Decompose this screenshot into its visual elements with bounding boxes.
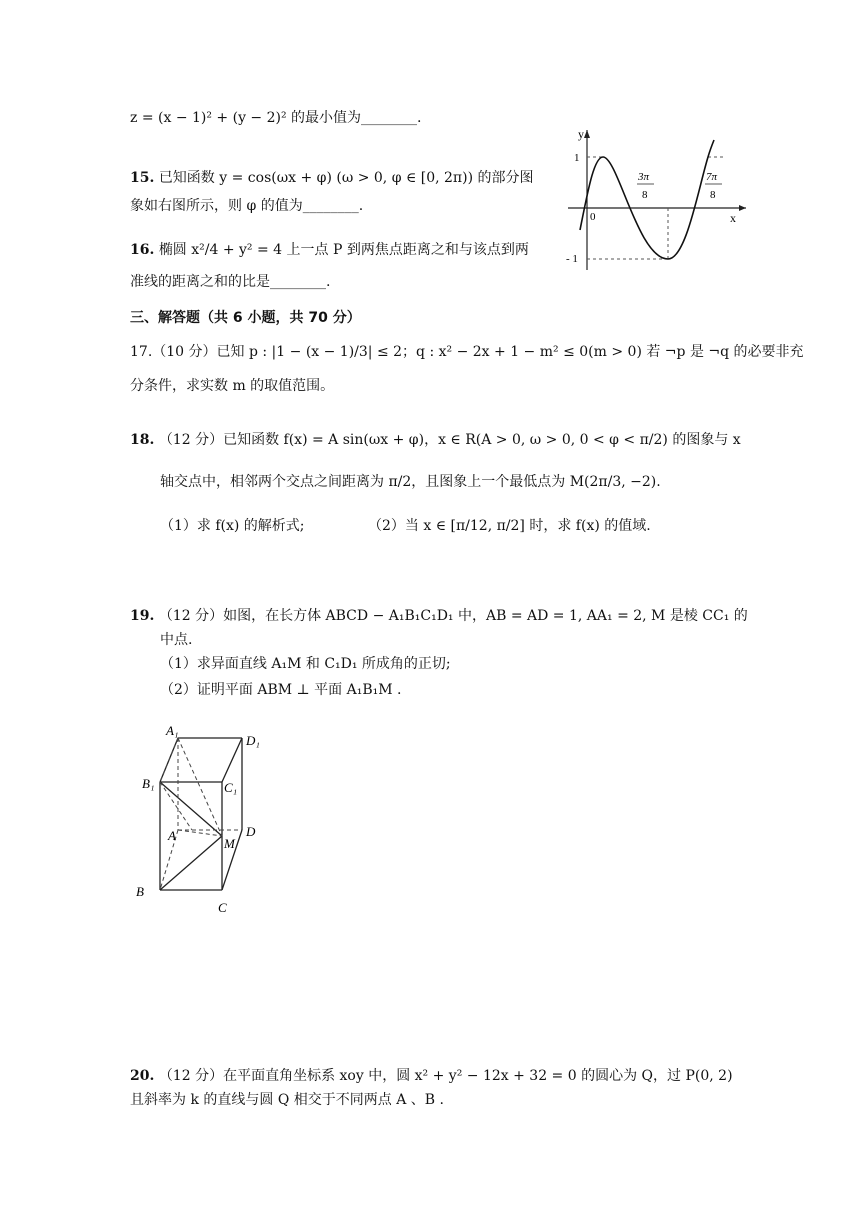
- q15-text-1: 已知函数 y = cos(ωx + φ) (ω > 0, φ ∈ [0, 2π)) 的部分图: [158, 170, 534, 186]
- q19-text-1: （12 分）如图，在长方体 ABCD − A₁B₁C₁D₁ 中，AB = AD = 1, AA₁ = 2, M 是棱 CC₁ 的: [158, 608, 748, 624]
- tick-3pi-den: 8: [642, 189, 648, 201]
- q15-number: 15.: [130, 170, 155, 186]
- x-axis-label: x: [730, 211, 736, 225]
- label-A: A: [168, 828, 176, 843]
- q16-text-1: 椭圆 x²/4 + y² = 4 上一点 P 到两焦点距离之和与该点到两: [158, 242, 529, 258]
- cuboid-figure: [130, 718, 280, 918]
- q17-line1: 17.（10 分）已知 p : |1 − (x − 1)/3| ≤ 2；q : x² − 2x + 1 − m² ≤ 0(m > 0) 若 ¬p 是 ¬q 的必要非充: [130, 344, 804, 360]
- label-D1: D₁: [246, 733, 260, 748]
- q19-sub1: （1）求异面直线 A₁M 和 C₁D₁ 所成角的正切;: [160, 656, 451, 672]
- q20-line2: 且斜率为 k 的直线与圆 Q 相交于不同两点 A 、B .: [130, 1092, 444, 1108]
- y-axis-arrow: [584, 130, 590, 138]
- label-C: C: [218, 900, 227, 915]
- q16-line2: 准线的距离之和的比是________.: [130, 274, 331, 290]
- label-B1: B₁: [142, 776, 155, 791]
- label-B: B: [136, 884, 144, 899]
- section-title: 三、解答题（共 6 小题，共 70 分）: [130, 310, 361, 326]
- q16-number: 16.: [130, 242, 155, 258]
- q15-line1: [130, 168, 534, 188]
- x-axis-arrow: [739, 205, 746, 211]
- q19-line2: 中点.: [160, 632, 193, 648]
- q18-number: 18.: [130, 432, 155, 448]
- q18-sub2: （2）当 x ∈ [π/12, π/2] 时，求 f(x) 的值域.: [368, 518, 651, 534]
- tick-7pi-den: 8: [710, 189, 716, 201]
- label-C1: C₁: [224, 780, 238, 795]
- q15-line2: 象如右图所示，则 φ 的值为________.: [130, 198, 364, 214]
- tick-3pi-num: 3π: [638, 171, 650, 183]
- q14-continuation: z = (x − 1)² + (y − 2)² 的最小值为________.: [130, 110, 422, 126]
- q20-text-1: （12 分）在平面直角坐标系 xoy 中，圆 x² + y² − 12x + 32 = 0 的圆心为 Q，过 P(0, 2): [158, 1068, 733, 1084]
- q20-number: 20.: [130, 1068, 155, 1084]
- y-max-label: 1: [574, 152, 580, 164]
- q17-line2: 分条件，求实数 m 的取值范围。: [130, 378, 335, 394]
- q18-line1: [130, 430, 741, 450]
- q19-sub2: （2）证明平面 ABM ⊥ 平面 A₁B₁M .: [160, 682, 402, 698]
- q19-line1: [130, 606, 748, 626]
- tick-7pi-num: 7π: [706, 171, 718, 183]
- q18-sub1: （1）求 f(x) 的解析式;: [160, 518, 305, 534]
- q18-line2: 轴交点中，相邻两个交点之间距离为 π/2，且图象上一个最低点为 M(2π/3, −2).: [160, 474, 661, 490]
- q20-line1: [130, 1066, 733, 1086]
- q18-text-1: （12 分）已知函数 f(x) = A sin(ωx + φ)，x ∈ R(A > 0, ω > 0, 0 < φ < π/2) 的图象与 x: [158, 432, 741, 448]
- q19-number: 19.: [130, 608, 155, 624]
- label-D: D: [246, 824, 256, 839]
- q16-line1: [130, 240, 529, 260]
- label-A1: A₁: [166, 723, 179, 738]
- cosine-graph: [560, 120, 750, 280]
- y-min-label: - 1: [566, 253, 578, 265]
- y-axis-label: y: [578, 127, 584, 141]
- label-M: M: [224, 836, 235, 851]
- origin-label: 0: [590, 211, 596, 223]
